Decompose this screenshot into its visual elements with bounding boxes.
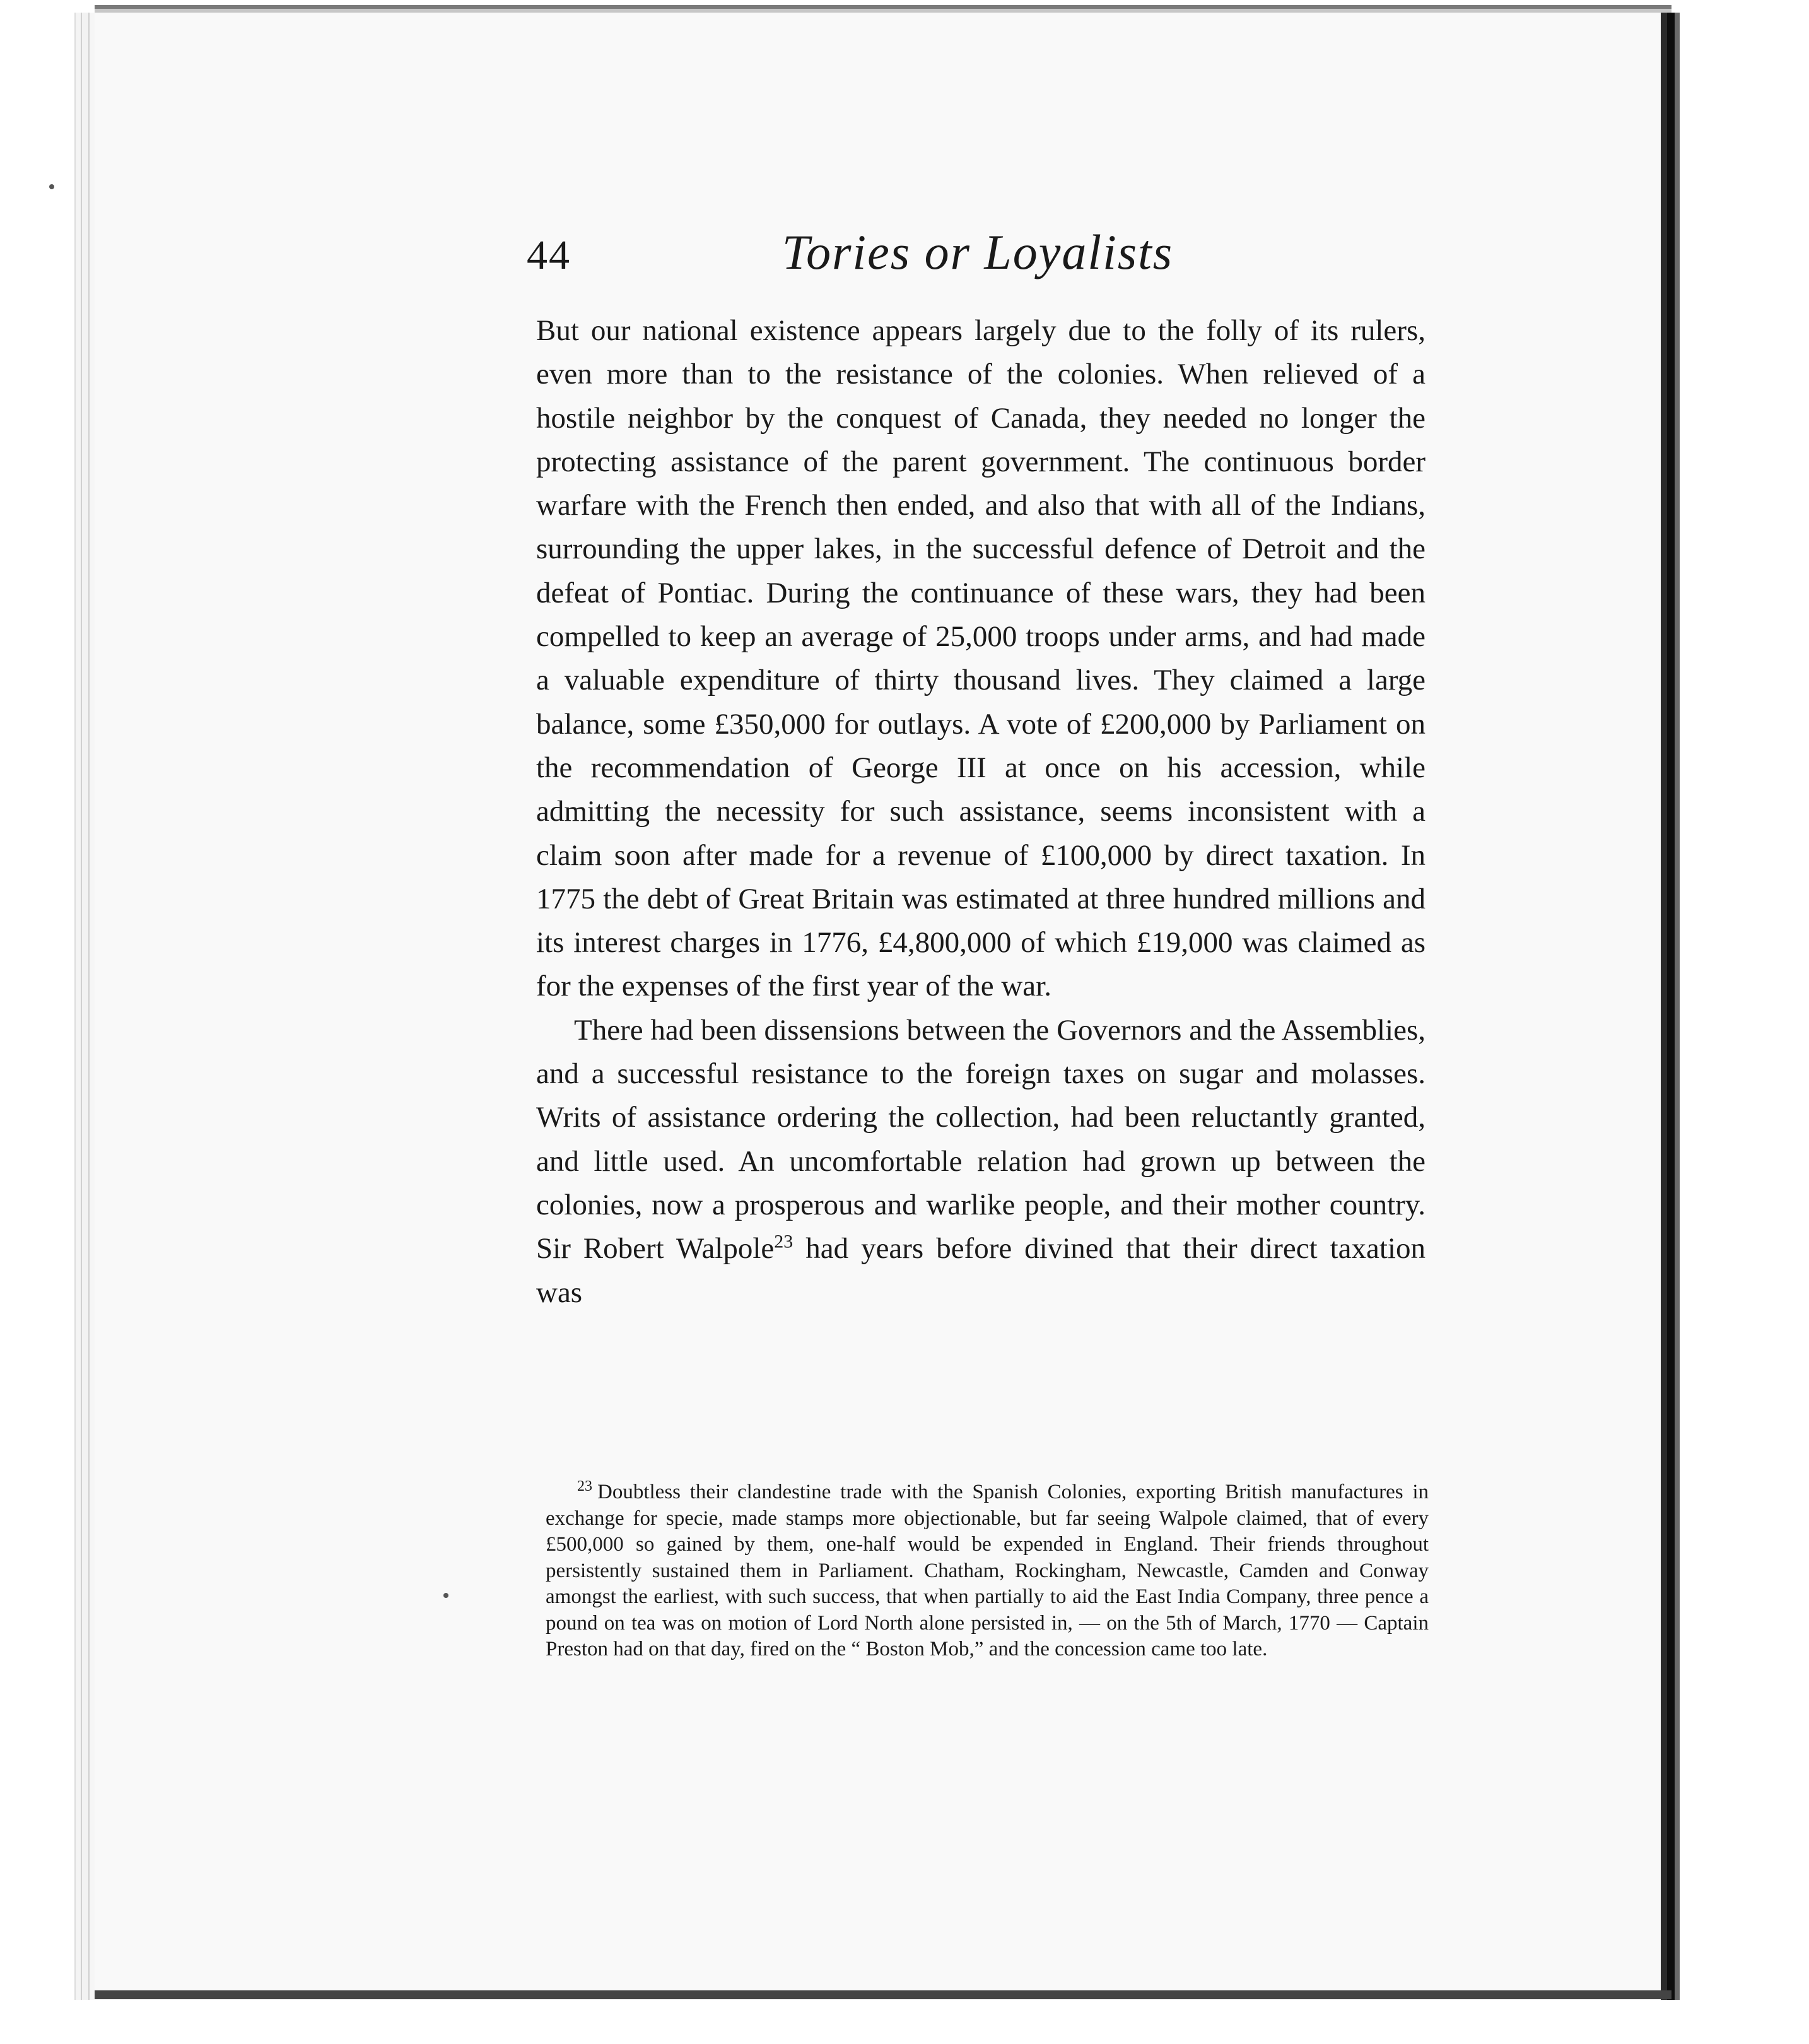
footnote-mark: 23 <box>577 1478 592 1495</box>
scan-speck <box>49 184 54 189</box>
body-text <box>536 309 1426 1315</box>
paragraph-text: There had been dissensions between the Governors and the Assemblies, and a successful resistance to the foreign taxes on sugar and molasses. Writs of assistance ordering the collection, had been reluctantly granted, and little used. An uncomfortable relation had grown up between the colonies, now a prosperous and warlike people, and their mother country. Sir Robert Walpole <box>536 1013 1426 1266</box>
paragraph <box>536 1009 1426 1315</box>
page-title: Tories or Loyalists <box>782 225 1174 279</box>
running-head <box>527 224 1429 293</box>
page-number: 44 <box>527 232 571 278</box>
footnote-text: Doubtless their clandestine trade with the Spanish Colonies, exporting British manufactures in exchange for specie, made stamps more objectionable, but far seeing Walpole claimed, that of every £500,000 so gained by them, one-half would be expended in England. Their friends throughout persistently sustained them in Parliament. Chatham, Rockingham, Newcastle, Camden and Conway amongst the earliest, with such success, that when partially to aid the East India Company, three pence a pound on tea was on motion of Lord North alone persisted in, — on the 5th of March, 1770 — Captain Preston had on that day, fired on the “ Boston Mob,” and the concession came too late. <box>546 1481 1429 1660</box>
book-binding-edge <box>1661 13 1680 2000</box>
page-bottom-edge <box>95 1990 1671 1999</box>
paragraph-tail: had years before divined that their direct taxation was <box>536 1232 1426 1309</box>
scan-speck <box>443 1593 448 1598</box>
footnote-reference: 23 <box>774 1231 793 1252</box>
paragraph: But our national existence appears largely due to the folly of its rulers, even more than to the resistance of the colonies. When relieved of a hostile neighbor by the conquest of Canada, they needed no longer the protecting assistance of the parent government. The continuous border warfare with the French then ended, and also that with all of the Indians, surrounding the upper lakes, in the successful defence of Detroit and the defeat of Pontiac. During the continuance of these wars, they had been compelled to keep an average of 25,000 troops under arms, and had made a valuable expenditure of thirty thousand lives. They claimed a large balance, some £350,000 for outlays. A vote of £200,000 by Parliament on the recommendation of George III at once on his accession, while admitting the necessity for such assistance, seems inconsistent with a claim soon after made for a revenue of £100,000 by direct taxation. In 1775 the debt of Great Britain was estimated at three hundred millions and its interest charges in 1776, £4,800,000 of which £19,000 was claimed as for the expenses of the first year of the war. <box>536 314 1426 1003</box>
footnote <box>546 1479 1429 1663</box>
footnotes <box>546 1479 1429 1663</box>
